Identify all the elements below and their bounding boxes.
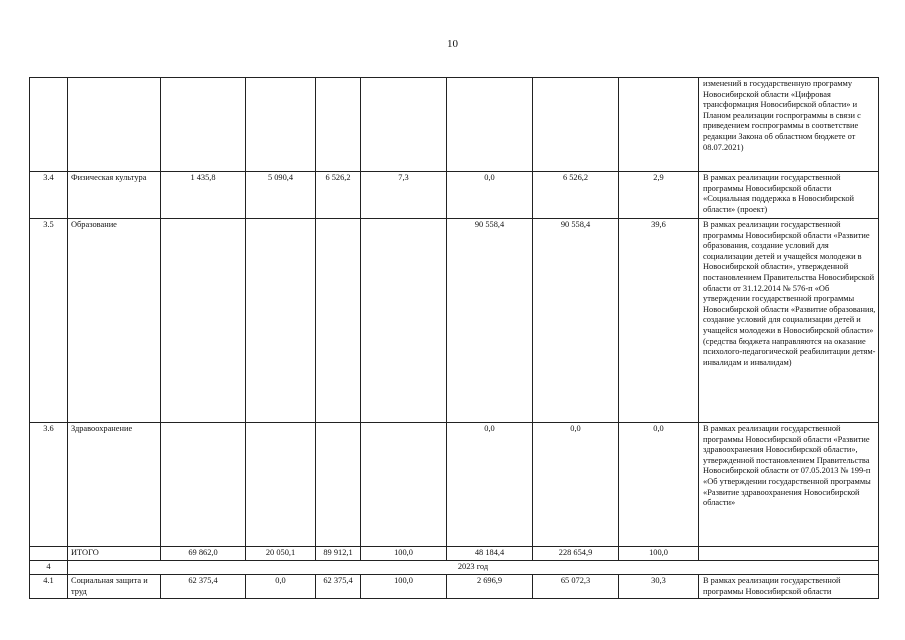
cell-value [447,78,533,172]
budget-table [29,77,879,599]
cell-value: 2 696,9 [447,575,533,599]
cell-value [161,78,246,172]
cell-value: 0,0 [619,423,699,547]
cell-num [30,78,68,172]
cell-value: 89 912,1 [316,547,361,561]
cell-value [361,78,447,172]
cell-value: 62 375,4 [161,575,246,599]
cell-note: В рамках реализации государственной программы Новосибирской области «Развитие здравоохранения Новосибирской области», утвержденной постановлением Правительства Новосибирской области от 07.05.2013 № 199-п «Об утверждении государственной программы «Развитие здравоохранения Новосибирской области» [699,423,879,547]
cell-value: 7,3 [361,172,447,219]
cell-name: Здравоохранение [68,423,161,547]
cell-value [246,78,316,172]
year-label: 2023 год [68,561,879,575]
cell-num [30,547,68,561]
cell-value: 100,0 [619,547,699,561]
table-row [30,575,879,599]
cell-name: Образование [68,219,161,423]
cell-note: В рамках реализации государственной программы Новосибирской области [699,575,879,599]
cell-value: 6 526,2 [316,172,361,219]
total-label: ИТОГО [68,547,161,561]
cell-value: 100,0 [361,575,447,599]
cell-num: 4 [30,561,68,575]
cell-value: 90 558,4 [533,219,619,423]
cell-value [533,78,619,172]
cell-value [246,423,316,547]
cell-value [361,423,447,547]
cell-value: 5 090,4 [246,172,316,219]
table-row [30,219,879,423]
cell-value: 1 435,8 [161,172,246,219]
cell-note [699,547,879,561]
cell-value [161,423,246,547]
cell-num: 3.4 [30,172,68,219]
cell-value: 0,0 [246,575,316,599]
total-row [30,547,879,561]
cell-value [316,78,361,172]
cell-num: 3.5 [30,219,68,423]
cell-value: 6 526,2 [533,172,619,219]
cell-note: В рамках реализации государственной программы Новосибирской области «Социальная поддержка в Новосибирской области» (проект) [699,172,879,219]
cell-value [619,78,699,172]
cell-value: 62 375,4 [316,575,361,599]
cell-value: 30,3 [619,575,699,599]
cell-value: 0,0 [447,172,533,219]
cell-value: 100,0 [361,547,447,561]
cell-name: Физическая культура [68,172,161,219]
cell-value [161,219,246,423]
cell-value: 90 558,4 [447,219,533,423]
cell-value: 228 654,9 [533,547,619,561]
cell-note: В рамках реализации государственной программы Новосибирской области «Развитие образования, создание условий для социализации детей и учащейся молодежи в Новосибирской области», утвержденной постановлением Правительства Новосибирской области от 31.12.2014 № 576-п «Об утверждении государственной программы Новосибирской области «Развитие образования, создание условий для социализации детей и учащейся молодежи в Новосибирской области» (средства бюджета направляются на оказание психолого-педагогической реабилитации детям-инвалидам и инвалидам) [699,219,879,423]
cell-value: 0,0 [447,423,533,547]
cell-value: 0,0 [533,423,619,547]
cell-name: Социальная защита и труд [68,575,161,599]
table-row [30,423,879,547]
cell-num: 4.1 [30,575,68,599]
cell-value [316,219,361,423]
page-number: 10 [447,38,458,50]
table-row [30,78,879,172]
cell-value [246,219,316,423]
cell-value [361,219,447,423]
cell-value: 20 050,1 [246,547,316,561]
cell-value: 2,9 [619,172,699,219]
cell-name [68,78,161,172]
table-row [30,172,879,219]
cell-value: 39,6 [619,219,699,423]
cell-note: изменений в государственную программу Новосибирской области «Цифровая трансформация Новосибирской области» и Планом реализации госпрограммы в связи с приведением госпрограммы в соответствие редакции Закона об областном бюджете от 08.07.2021) [699,78,879,172]
cell-value: 65 072,3 [533,575,619,599]
cell-value [316,423,361,547]
year-row [30,561,879,575]
cell-num: 3.6 [30,423,68,547]
cell-value: 48 184,4 [447,547,533,561]
cell-value: 69 862,0 [161,547,246,561]
